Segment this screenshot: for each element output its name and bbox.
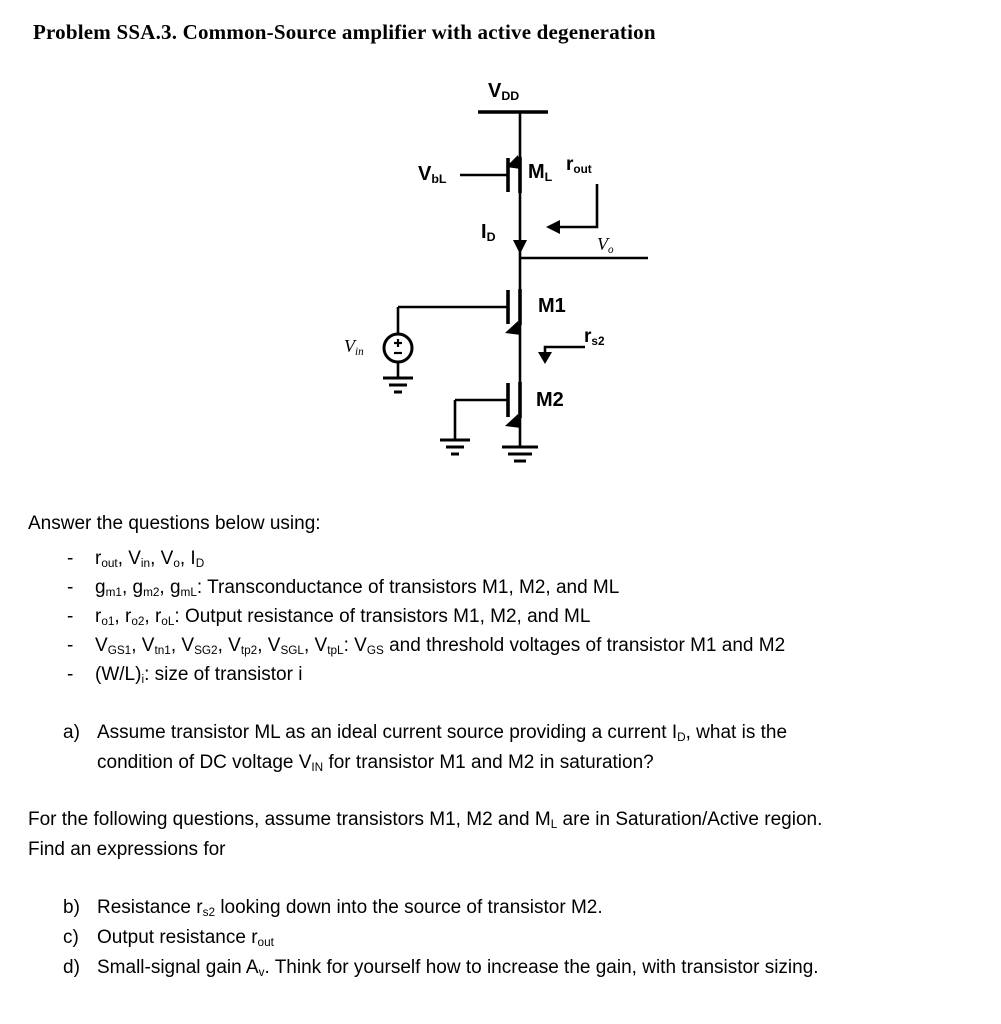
list-item	[67, 544, 1001, 573]
transistor-m1	[398, 289, 521, 335]
list-item-text: $r_{out}$, $V_{in}$, $V_o$, $I_D$	[95, 548, 205, 571]
vin-source	[384, 307, 412, 378]
question-letter: b)	[63, 897, 80, 918]
list-item-text: $r_{o1}$, $r_{o2}$, $r_{oL}$: Output resistance of transistors M1, M2, and ML	[95, 606, 591, 629]
bullet-dash: -	[67, 606, 74, 627]
ground-symbol-vin	[383, 378, 413, 392]
list-item	[67, 573, 1001, 602]
circuit-figure	[0, 70, 1001, 470]
label-vdd: $V_{DD}$	[488, 80, 520, 104]
vdd-rail	[478, 112, 548, 159]
label-rs2: $r_{s2}$	[584, 326, 605, 349]
label-vbl: $V_{bL}$	[418, 163, 447, 187]
question-c	[63, 923, 1001, 953]
question-letter: d)	[63, 957, 80, 978]
list-item-text: $V_{GS1}$, $V_{tn1}$, $V_{SG2}$, $V_{tp2}$, $V_{SGL}$, $V_{tpL}$: $V_{GS}$ and threshold voltages of transistor M1 and M2	[95, 635, 786, 658]
question-d	[63, 953, 1001, 983]
list-item	[67, 631, 1001, 660]
label-vin: $V_{in}$	[344, 336, 364, 359]
label-vo: $V_o$	[597, 234, 614, 257]
rout-arrow	[546, 184, 597, 234]
list-item-text: $g_{m1}$, $g_{m2}$, $g_{mL}$: Transconductance of transistors M1, M2, and ML	[95, 577, 620, 600]
problem-text	[0, 512, 1001, 983]
middle-paragraph: For the following questions, assume transistors M1, M2 and $M_L$ are in Saturation/Active region. Find an expressions for	[28, 809, 823, 860]
question-b	[63, 893, 1001, 923]
question-letter: a)	[63, 722, 80, 743]
label-m1: M1	[538, 295, 566, 317]
question-list	[0, 893, 1001, 983]
bullet-dash: -	[67, 548, 74, 569]
question-a	[63, 718, 1001, 778]
ground-symbol-m2-gate	[440, 440, 470, 454]
list-item	[67, 602, 1001, 631]
question-text: Assume transistor ML as an ideal current source providing a current $I_D$, what is the condition of DC voltage $V_{IN}$ for transistor M1 and M2 in saturation?	[97, 722, 788, 775]
label-rout: $r_{out}$	[566, 154, 592, 177]
question-letter: c)	[63, 927, 79, 948]
label-m2: M2	[536, 389, 564, 411]
question-text: Output resistance $r_{out}$	[97, 927, 274, 950]
bullet-dash: -	[67, 635, 74, 656]
list-item	[67, 660, 1001, 689]
id-current-arrow	[513, 240, 527, 254]
label-id: $I_D$	[481, 221, 496, 245]
page-title: Problem SSA.3. Common-Source amplifier with active degeneration	[33, 20, 656, 44]
intro-text: Answer the questions below using:	[28, 513, 321, 534]
bullet-dash: -	[67, 577, 74, 598]
transistor-ml	[460, 155, 521, 193]
rs2-arrow	[538, 347, 585, 364]
label-ml: $M_L$	[528, 161, 553, 185]
transistor-m2	[455, 382, 521, 447]
bullet-dash: -	[67, 664, 74, 685]
ground-symbol-m2-source	[502, 447, 538, 461]
question-text: Small-signal gain $A_v$. Think for yourself how to increase the gain, with transistor sizing.	[97, 957, 819, 980]
symbol-list	[0, 544, 1001, 689]
question-text: Resistance $r_{s2}$ looking down into the source of transistor M2.	[97, 897, 603, 920]
list-item-text: $(W/L)_i$: size of transistor i	[95, 664, 303, 687]
circuit-diagram	[0, 70, 1001, 470]
